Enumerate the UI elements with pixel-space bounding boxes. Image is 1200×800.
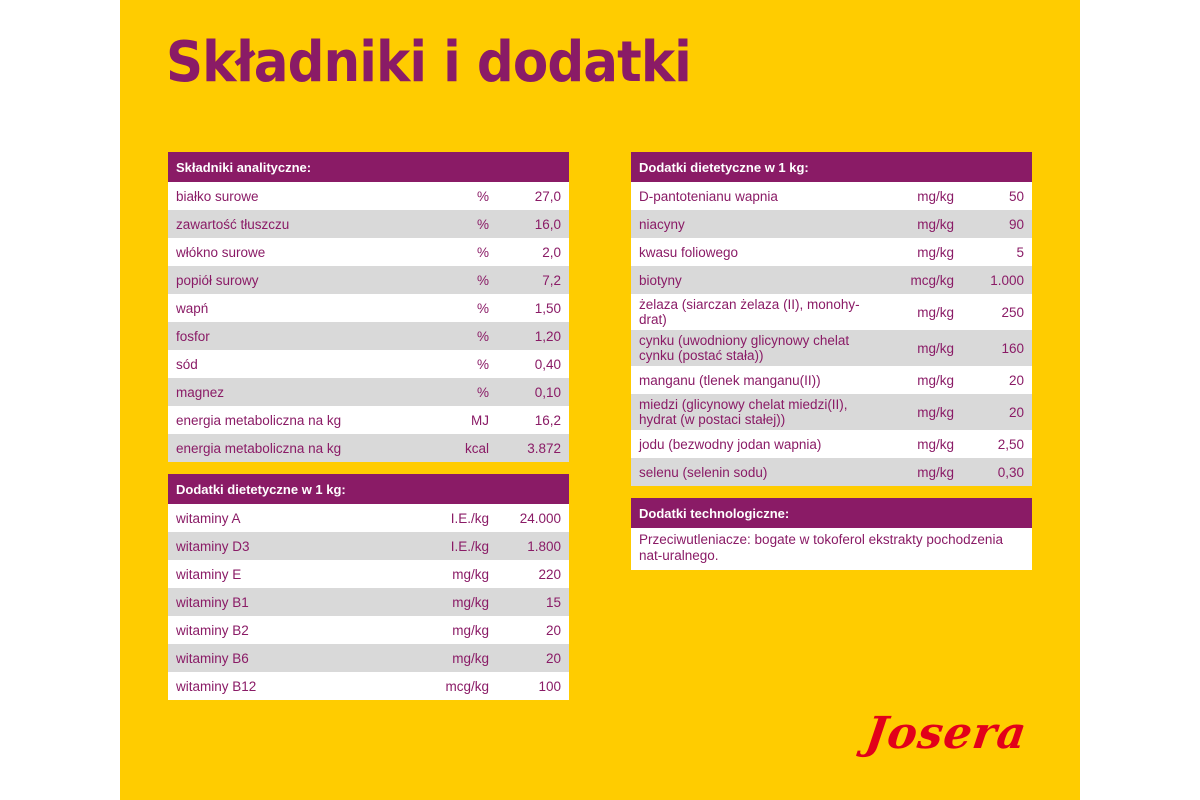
row-value: 5 [1016,244,1024,260]
table-row [631,366,1032,394]
row-value: 100 [538,678,561,694]
row-name: magnez [176,384,225,400]
row-unit: mg/kg [917,436,954,452]
row-name: energia metaboliczna na kg [176,412,342,428]
row-unit: mg/kg [917,464,954,480]
row-value: 2,50 [997,436,1024,452]
table-row [168,182,569,210]
table-row [168,210,569,238]
row-value: 0,10 [534,384,561,400]
row-unit: mg/kg [917,216,954,232]
row-value: 90 [1008,216,1024,232]
table-row [168,588,569,616]
row-unit: mg/kg [452,594,489,610]
row-unit: mg/kg [917,244,954,260]
row-name: manganu (tlenek manganu(II)) [639,372,821,388]
row-unit: % [476,272,489,288]
row-unit: mg/kg [917,340,954,356]
row-name: witaminy B6 [176,650,249,666]
row-unit: % [476,328,489,344]
table-row [631,238,1032,266]
row-name: zawartość tłuszczu [176,216,290,232]
row-name: białko surowe [176,188,259,204]
page-title: Składniki i dodatki [166,30,691,95]
row-name: witaminy D3 [176,538,250,554]
row-unit: % [476,300,489,316]
table-row [631,266,1032,294]
minerals-table [631,152,1032,486]
row-unit: mg/kg [452,650,489,666]
row-name: sód [176,356,198,372]
row-name: żelaza (siarczan żelaza (II), monohy-drat) [639,297,860,327]
row-unit: % [476,384,489,400]
row-unit: I.E./kg [450,510,489,526]
row-value: 20 [545,650,561,666]
row-name: witaminy E [176,566,242,582]
row-name: wapń [176,300,209,316]
row-unit: MJ [471,412,489,428]
row-unit: kcal [464,440,489,456]
table-row [168,672,569,700]
row-unit: mg/kg [917,404,954,420]
row-value: 1.000 [990,272,1024,288]
table-row [168,322,569,350]
row-name: niacyny [639,216,685,232]
row-name: biotyny [639,272,682,288]
vitamins-table-header: Dodatki dietetyczne w 1 kg: [168,474,569,504]
row-value: 24.000 [519,510,561,526]
row-unit: mg/kg [917,372,954,388]
row-value: 20 [1008,372,1024,388]
table-row [631,210,1032,238]
josera-logo: Josera [862,708,1031,759]
table-row [631,182,1032,210]
row-value: 1,20 [534,328,561,344]
table-row [168,560,569,588]
row-value: 250 [1001,304,1024,320]
row-value: 220 [538,566,561,582]
row-value: 7,2 [542,272,561,288]
vitamins-rows [168,504,569,700]
row-unit: I.E./kg [450,538,489,554]
analytical-rows [168,182,569,462]
table-row [631,458,1032,486]
row-name: miedzi (glicynowy chelat miedzi(II), hydrat (w postaci stałej)) [639,397,848,427]
table-row [168,644,569,672]
row-name: witaminy A [176,510,241,526]
row-value: 1,50 [534,300,561,316]
row-name: witaminy B2 [176,622,249,638]
row-value: 50 [1008,188,1024,204]
row-value: 1.800 [527,538,561,554]
row-value: 2,0 [542,244,561,260]
table-row [168,434,569,462]
row-value: 160 [1001,340,1024,356]
row-value: 20 [545,622,561,638]
row-unit: mg/kg [917,304,954,320]
row-unit: % [476,216,489,232]
table-row [168,294,569,322]
row-value: 16,2 [534,412,561,428]
row-name: energia metaboliczna na kg [176,440,342,456]
row-unit: mcg/kg [910,272,954,288]
row-unit: % [476,188,489,204]
row-value: 0,40 [534,356,561,372]
row-value: 0,30 [997,464,1024,480]
row-name: witaminy B12 [176,678,257,694]
technological-table-header: Dodatki technologiczne: [631,498,1032,528]
row-unit: % [476,356,489,372]
table-row [168,378,569,406]
row-unit: % [476,244,489,260]
minerals-rows [631,182,1032,486]
row-unit: mg/kg [452,622,489,638]
row-name: fosfor [176,328,210,344]
row-value: 20 [1008,404,1024,420]
table-row [168,406,569,434]
table-row [168,532,569,560]
row-name: selenu (selenin sodu) [639,464,768,480]
table-row [168,350,569,378]
table-row [168,616,569,644]
row-name: cynku (uwodniony glicynowy chelat cynku (postać stała)) [639,333,850,363]
vitamins-table [168,474,569,700]
row-unit: mg/kg [452,566,489,582]
table-row [168,266,569,294]
technological-text: Przeciwutleniacze: bogate w tokoferol ekstrakty pochodzenia nat-uralnego. [631,528,1032,570]
technological-table [631,498,1032,570]
table-row [631,294,1032,330]
row-name: popiół surowy [176,272,259,288]
row-value: 15 [545,594,561,610]
table-row [631,330,1032,366]
row-value: 27,0 [534,188,561,204]
row-name: włókno surowe [176,244,266,260]
row-value: 16,0 [534,216,561,232]
table-row [168,238,569,266]
row-name: D-pantotenianu wapnia [639,188,778,204]
analytical-table-header: Składniki analityczne: [168,152,569,182]
minerals-table-header: Dodatki dietetyczne w 1 kg: [631,152,1032,182]
row-unit: mg/kg [917,188,954,204]
row-name: kwasu foliowego [639,244,739,260]
table-row [631,430,1032,458]
row-name: witaminy B1 [176,594,249,610]
row-value: 3.872 [527,440,561,456]
row-unit: mcg/kg [445,678,489,694]
analytical-table [168,152,569,462]
table-row [168,504,569,532]
row-name: jodu (bezwodny jodan wapnia) [639,436,822,452]
table-row [631,394,1032,430]
